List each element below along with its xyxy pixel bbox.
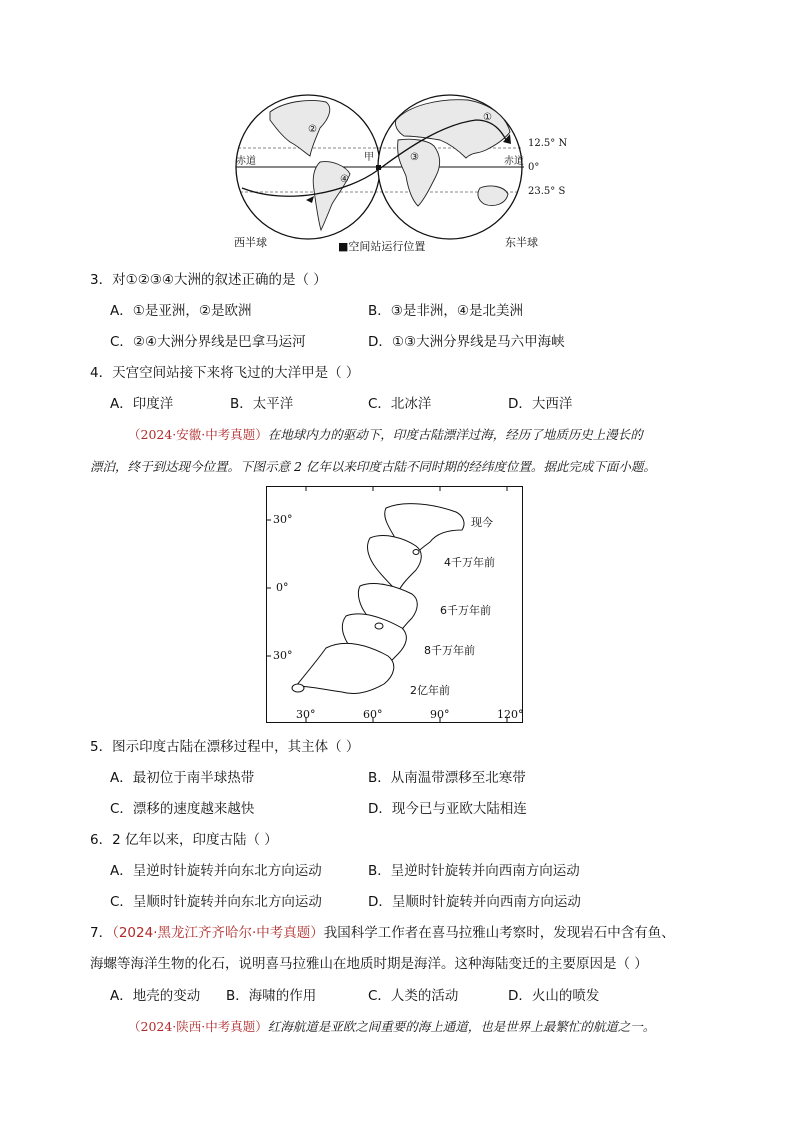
stage-200ma: 2亿年前: [410, 684, 450, 697]
question-6-option-d[interactable]: D．呈顺时针旋转并向西南方向运动: [368, 894, 581, 910]
question-3-option-c[interactable]: C．②④大洲分界线是巴拿马运河: [110, 334, 306, 350]
hemispheres-map: [228, 80, 573, 255]
question-3-option-a[interactable]: A．①是亚洲，②是欧洲: [110, 303, 252, 319]
stage-40ma: 4千万年前: [444, 556, 495, 569]
question-4-option-d[interactable]: D．大西洋: [508, 396, 573, 412]
question-3-option-d[interactable]: D．①③大洲分界线是马六甲海峡: [368, 334, 565, 350]
x-tick-120: 120°: [497, 708, 524, 721]
question-6-option-a[interactable]: A．呈逆时针旋转并向东北方向运动: [110, 863, 322, 879]
question-7-number: 7．: [90, 925, 113, 941]
question-6-stem: 6．2 亿年以来，印度古陆（ ）: [90, 832, 278, 848]
stage-present: 现今: [471, 516, 493, 529]
x-tick-30: 30°: [296, 708, 316, 721]
question-5-option-b[interactable]: B．从南温带漂移至北寒带: [368, 770, 526, 786]
india-drift-map: [266, 486, 524, 724]
question-6-option-c[interactable]: C．呈顺时针旋转并向东北方向运动: [110, 894, 322, 910]
question-3-stem: 3．对①②③④大洲的叙述正确的是（ ）: [90, 272, 327, 288]
x-tick-60: 60°: [363, 708, 383, 721]
source-qiqihar: （2024·黑龙江齐齐哈尔·中考真题）: [112, 925, 324, 941]
intro-anhui-line1: 在地球内力的驱动下，印度古陆漂洋过海，经历了地质历史上漫长的: [267, 427, 643, 442]
label-lat-north: 12.5° N: [528, 138, 568, 149]
y-tick-0: 0°: [276, 581, 289, 594]
label-equator-right: 赤道: [504, 156, 524, 167]
question-7-stem-a: 我国科学工作者在喜马拉雅山考察时，发现岩石中含有鱼、: [323, 925, 675, 941]
question-7-option-b[interactable]: B．海啸的作用: [226, 988, 317, 1004]
stage-60ma: 6千万年前: [440, 604, 491, 617]
label-circle-2: ②: [308, 124, 317, 135]
y-tick-30s: 30°: [273, 649, 293, 662]
label-circle-3: ③: [410, 152, 419, 163]
question-5-option-d[interactable]: D．现今已与亚欧大陆相连: [368, 801, 527, 817]
question-6-option-b[interactable]: B．呈逆时针旋转并向西南方向运动: [368, 863, 580, 879]
question-7-option-c[interactable]: C．人类的活动: [368, 988, 459, 1004]
question-7-option-d[interactable]: D．火山的喷发: [508, 988, 600, 1004]
label-circle-1: ①: [483, 112, 492, 123]
question-7-line1: [90, 923, 675, 943]
source-anhui: （2024·安徽·中考真题）: [128, 427, 268, 442]
intro-anhui-line2: 漂泊，终于到达现今位置。下图示意 2 亿年以来印度古陆不同时期的经纬度位置。据此完成下面小题。: [90, 459, 656, 474]
label-lat-south: 23.5° S: [528, 186, 566, 197]
question-4-option-a[interactable]: A．印度洋: [110, 396, 174, 412]
question-4-option-c[interactable]: C．北冰洋: [368, 396, 432, 412]
x-tick-90: 90°: [430, 708, 450, 721]
label-east-hemisphere: 东半球: [505, 236, 538, 249]
question-5-option-a[interactable]: A．最初位于南半球热带: [110, 770, 255, 786]
label-jia: 甲: [364, 152, 374, 163]
label-west-hemisphere: 西半球: [234, 236, 267, 249]
label-equator-left: 赤道: [236, 156, 256, 167]
y-tick-30n: 30°: [273, 513, 293, 526]
label-lat-zero: 0°: [528, 162, 540, 173]
source-shaanxi: （2024·陕西·中考真题）: [128, 1019, 268, 1034]
question-7-option-a[interactable]: A．地壳的变动: [110, 988, 201, 1004]
intro-anhui: [128, 425, 643, 445]
label-station: ■空间站运行位置: [338, 240, 426, 253]
question-4-option-b[interactable]: B．太平洋: [230, 396, 294, 412]
intro-shaanxi: [128, 1017, 655, 1037]
question-5-option-c[interactable]: C．漂移的速度越来越快: [110, 801, 255, 817]
question-3-option-b[interactable]: B．③是非洲，④是北美洲: [368, 303, 523, 319]
label-circle-4: ④: [340, 174, 349, 185]
question-5-stem: 5．图示印度古陆在漂移过程中，其主体（ ）: [90, 739, 360, 755]
question-4-stem: 4．天宫空间站接下来将飞过的大洋甲是（ ）: [90, 365, 360, 381]
stage-80ma: 8千万年前: [424, 644, 475, 657]
question-7-stem-b: 海螺等海洋生物的化石，说明喜马拉雅山在地质时期是海洋。这种海陆变迁的主要原因是（ ）: [90, 956, 648, 972]
intro-shaanxi-text: 红海航道是亚欧之间重要的海上通道，也是世界上最繁忙的航道之一。: [267, 1019, 656, 1034]
